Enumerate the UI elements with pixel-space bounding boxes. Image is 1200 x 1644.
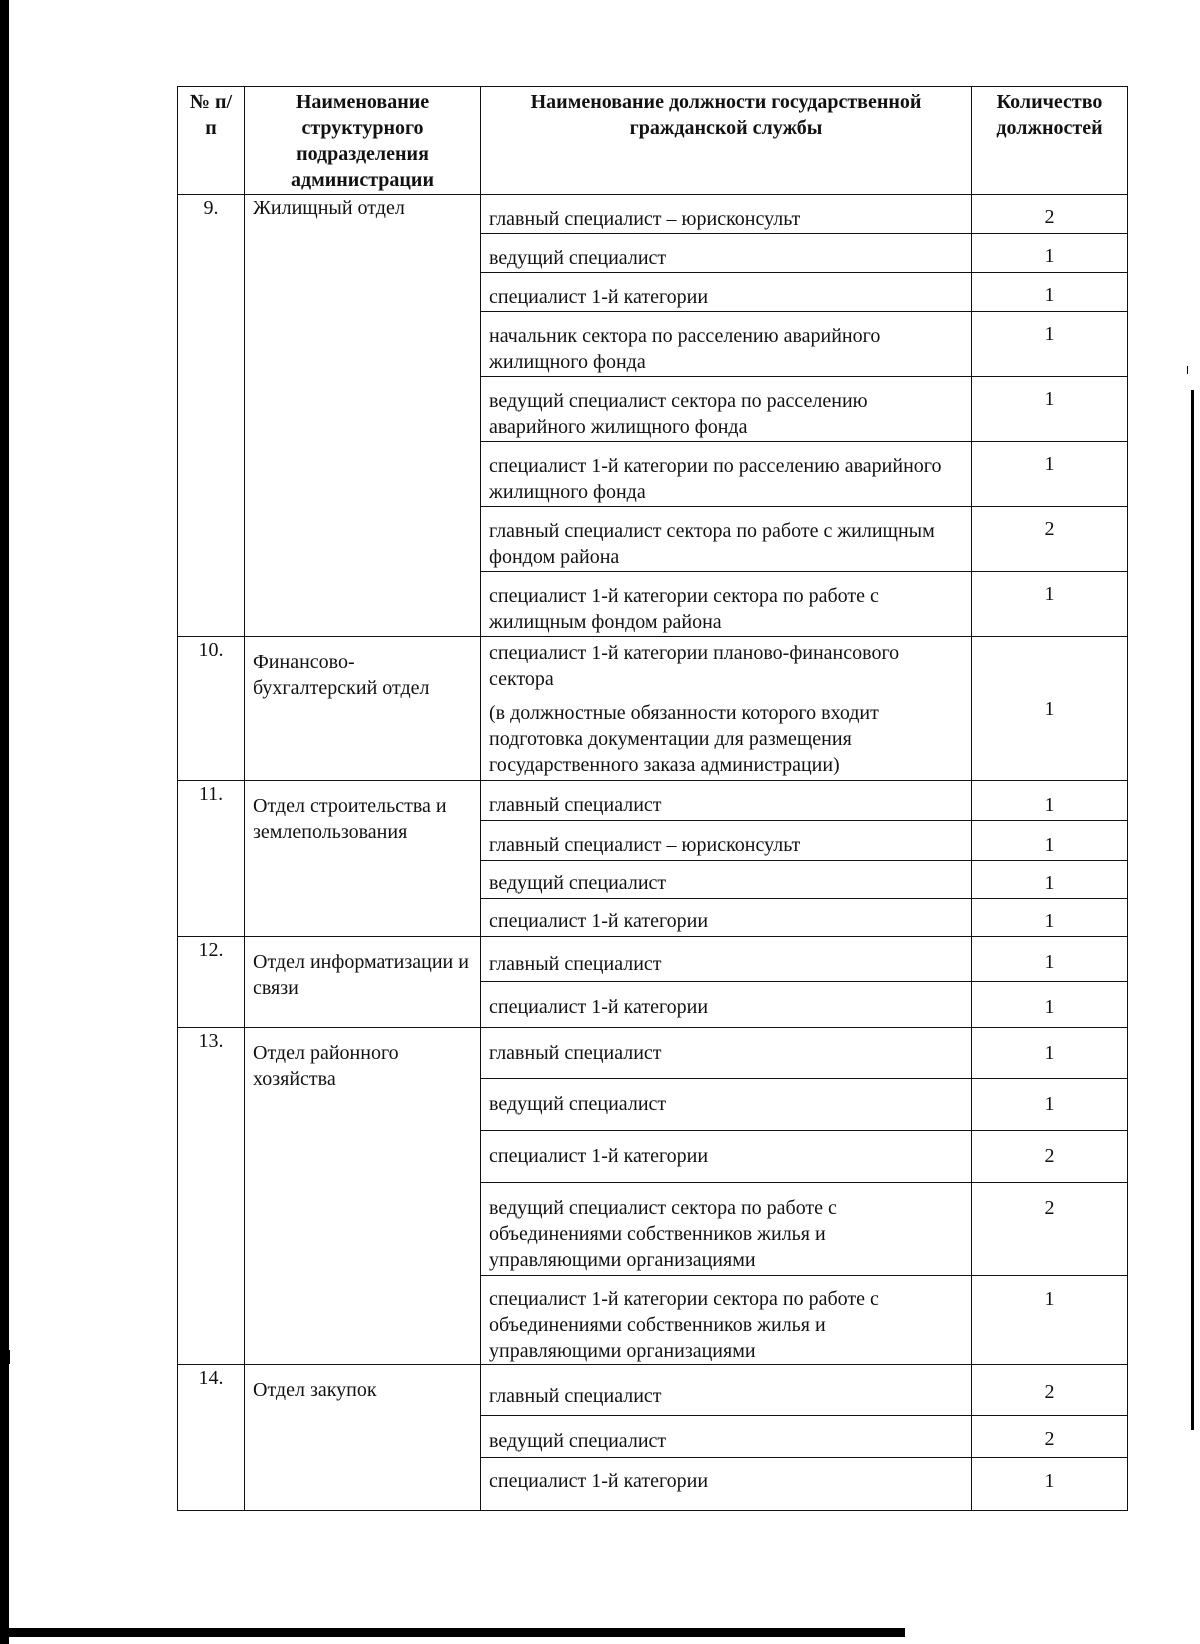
row-num: 10. bbox=[178, 637, 245, 781]
row-position: главный специалист – юрисконсульт bbox=[481, 195, 972, 234]
row-count: 1 bbox=[972, 937, 1128, 982]
row-dept: Отдел районного хозяйства bbox=[245, 1028, 481, 1365]
row-position: ведущий специалист сектора по работе с объединениями собственников жилья и управляющими организациями bbox=[481, 1183, 972, 1276]
row-position: специалист 1-й категории bbox=[481, 899, 972, 937]
scan-edge-bottom bbox=[0, 1628, 905, 1637]
row-position: специалист 1-й категории сектора по работе с объединениями собственников жилья и управляющими организациями bbox=[481, 1276, 972, 1365]
scan-edge-left bbox=[0, 0, 9, 1644]
row-count: 1 bbox=[972, 273, 1128, 312]
row-position: главный специалист – юрисконсульт bbox=[481, 821, 972, 861]
row-count: 1 bbox=[972, 899, 1128, 937]
positions-table bbox=[177, 86, 1128, 1511]
table-row bbox=[178, 1028, 1128, 1079]
row-position: главный специалист bbox=[481, 937, 972, 982]
row-count: 2 bbox=[972, 1365, 1128, 1416]
row-count: 1 bbox=[972, 572, 1128, 637]
row-count: 1 bbox=[972, 1079, 1128, 1131]
row-count: 1 bbox=[972, 861, 1128, 899]
row-position: ведущий специалист bbox=[481, 861, 972, 899]
row-num: 11. bbox=[178, 781, 245, 937]
row-position: главный специалист сектора по работе с жилищным фондом района bbox=[481, 507, 972, 572]
row-dept: Отдел строительства и землепользования bbox=[245, 781, 481, 937]
row-position-title: специалист 1-й категории планово-финансового сектора bbox=[489, 642, 900, 690]
row-count: 1 bbox=[972, 1458, 1128, 1511]
row-position: ведущий специалист bbox=[481, 234, 972, 273]
row-position: специалист 1-й категории сектора по работе с жилищным фондом района bbox=[481, 572, 972, 637]
row-position: главный специалист bbox=[481, 1365, 972, 1416]
row-position: специалист 1-й категории bbox=[481, 1131, 972, 1183]
table-row bbox=[178, 937, 1128, 982]
row-dept: Жилищный отдел bbox=[245, 195, 481, 637]
row-count: 2 bbox=[972, 1131, 1128, 1183]
scan-speck bbox=[9, 1350, 10, 1364]
row-position: главный специалист bbox=[481, 781, 972, 821]
row-position: ведущий специалист bbox=[481, 1416, 972, 1458]
row-position: специалист 1-й категории bbox=[481, 982, 972, 1028]
row-position: главный специалист bbox=[481, 1028, 972, 1079]
row-count: 2 bbox=[972, 1416, 1128, 1458]
row-count: 1 bbox=[972, 781, 1128, 821]
row-count: 1 bbox=[972, 982, 1128, 1028]
row-count: 1 bbox=[972, 1276, 1128, 1365]
row-num: 14. bbox=[178, 1365, 245, 1511]
scan-edge-right bbox=[1191, 390, 1194, 1430]
header-dept: Наименование структурного подразделения администрации bbox=[245, 87, 481, 195]
row-position-note: (в должностные обязанности которого входит подготовка документации для размещения государственного заказа администрации) bbox=[489, 702, 879, 776]
table-row bbox=[178, 1365, 1128, 1416]
table-row bbox=[178, 781, 1128, 821]
row-count: 2 bbox=[972, 195, 1128, 234]
row-dept: Отдел информатизации и связи bbox=[245, 937, 481, 1028]
row-count: 1 bbox=[972, 442, 1128, 507]
row-num: 9. bbox=[178, 195, 245, 637]
row-position: ведущий специалист bbox=[481, 1079, 972, 1131]
header-count: Количество должностей bbox=[972, 87, 1128, 195]
row-position: начальник сектора по расселению аварийного жилищного фонда bbox=[481, 312, 972, 377]
row-count: 1 bbox=[972, 1028, 1128, 1079]
row-count: 2 bbox=[972, 1183, 1128, 1276]
row-count: 1 bbox=[972, 312, 1128, 377]
row-position bbox=[481, 637, 972, 781]
row-num: 13. bbox=[178, 1028, 245, 1365]
row-num: 12. bbox=[178, 937, 245, 1028]
row-position: ведущий специалист сектора по расселению аварийного жилищного фонда bbox=[481, 377, 972, 442]
row-count: 1 bbox=[972, 637, 1128, 781]
table-header-row bbox=[178, 87, 1128, 195]
row-dept: Финансово-бухгалтерский отдел bbox=[245, 637, 481, 781]
row-count: 1 bbox=[972, 234, 1128, 273]
header-num: № п/п bbox=[178, 87, 245, 195]
row-position: специалист 1-й категории bbox=[481, 1458, 972, 1511]
row-count: 1 bbox=[972, 377, 1128, 442]
table-row bbox=[178, 195, 1128, 234]
scan-speck bbox=[1187, 366, 1188, 374]
row-count: 1 bbox=[972, 821, 1128, 861]
row-dept: Отдел закупок bbox=[245, 1365, 481, 1511]
table-row bbox=[178, 637, 1128, 781]
row-position: специалист 1-й категории bbox=[481, 273, 972, 312]
row-count: 2 bbox=[972, 507, 1128, 572]
row-position: специалист 1-й категории по расселению аварийного жилищного фонда bbox=[481, 442, 972, 507]
header-position: Наименование должности государственной гражданской службы bbox=[481, 87, 972, 195]
